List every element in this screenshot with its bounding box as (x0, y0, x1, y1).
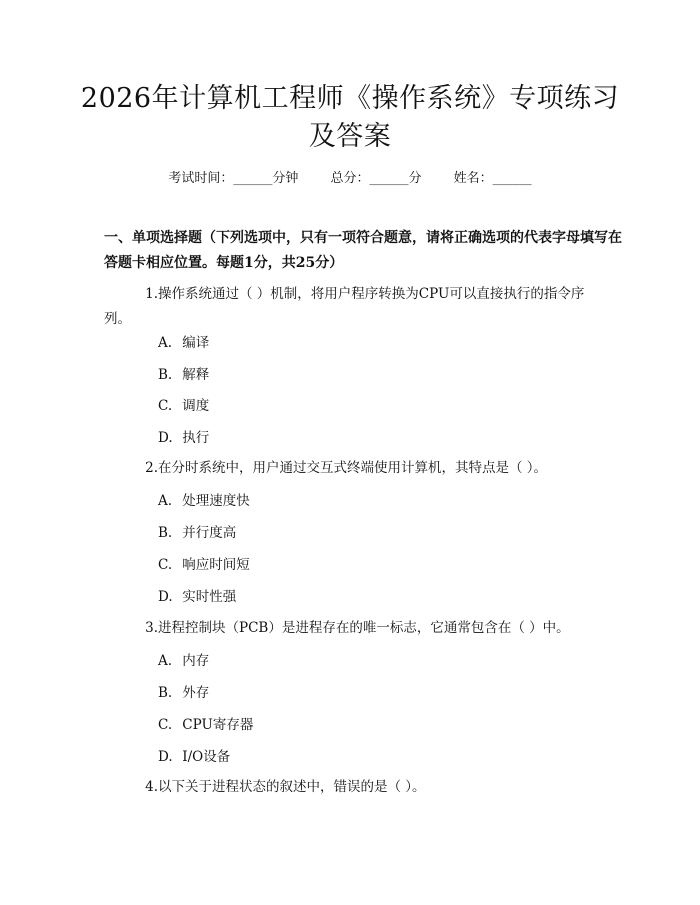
title-line-1: 2026年计算机工程师《操作系统》专项练习 (80, 83, 620, 114)
option-text: 编译 (182, 335, 210, 351)
option-text: I/O设备 (182, 749, 231, 765)
option-1d (158, 428, 558, 448)
option-letter: B. (158, 685, 173, 701)
option-text: 内存 (182, 653, 210, 669)
option-3a (158, 651, 558, 671)
question-stem: 以下关于进程状态的叙述中，错误的是（ ）。 (158, 779, 426, 795)
option-text: 执行 (182, 430, 210, 446)
option-text: 处理速度快 (182, 493, 250, 509)
option-letter: C. (158, 398, 173, 414)
option-letter: B. (158, 367, 173, 383)
option-text: 解释 (182, 367, 210, 383)
option-letter: C. (158, 557, 173, 573)
question-stem: 操作系统通过（ ）机制，将用户程序转换为CPU可以直接执行的指令序 (158, 286, 585, 302)
option-text: 实时性强 (182, 589, 237, 605)
option-3d (158, 747, 558, 767)
option-2c (158, 555, 558, 575)
question-1 (104, 282, 624, 332)
question-3 (104, 616, 624, 641)
option-text: CPU寄存器 (182, 717, 254, 733)
option-letter: D. (158, 749, 173, 765)
option-letter: A. (158, 335, 173, 351)
option-3b (158, 683, 558, 703)
question-number: 2. (145, 460, 158, 476)
question-number: 3. (145, 620, 158, 636)
section-heading: 一、单项选择题（下列选项中，只有一项符合题意，请将正确选项的代表字母填写在答题卡相应位置。每题1分，共25分） (104, 230, 622, 271)
option-text: 调度 (182, 398, 210, 414)
option-letter: D. (158, 589, 173, 605)
option-1a (158, 333, 558, 353)
question-stem-continued: 列。 (104, 311, 131, 327)
option-letter: C. (158, 717, 173, 733)
option-3c (158, 715, 558, 735)
option-1b (158, 365, 558, 385)
title-line-2: 及答案 (308, 121, 392, 152)
option-2d (158, 587, 558, 607)
question-number: 1. (145, 286, 158, 302)
question-number: 4. (145, 779, 158, 795)
option-text: 响应时间短 (182, 557, 250, 573)
option-letter: A. (158, 653, 173, 669)
question-2 (104, 456, 624, 481)
option-letter: D. (158, 430, 173, 446)
total-score: 总分：______分 (330, 171, 422, 186)
question-stem: 进程控制块（PCB）是进程存在的唯一标志，它通常包含在（ ）中。 (158, 620, 570, 636)
option-letter: B. (158, 525, 173, 541)
option-letter: A. (158, 493, 173, 509)
option-text: 并行度高 (182, 525, 237, 541)
document-title (60, 80, 640, 156)
student-name: 姓名：______ (453, 171, 532, 186)
exam-time: 考试时间：______分钟 (168, 171, 299, 186)
option-1c (158, 396, 558, 416)
question-stem: 在分时系统中，用户通过交互式终端使用计算机，其特点是（ ）。 (158, 460, 548, 476)
question-4 (104, 775, 624, 800)
option-2a (158, 491, 558, 511)
option-text: 外存 (182, 685, 210, 701)
option-2b (158, 523, 558, 543)
exam-meta (0, 170, 700, 188)
